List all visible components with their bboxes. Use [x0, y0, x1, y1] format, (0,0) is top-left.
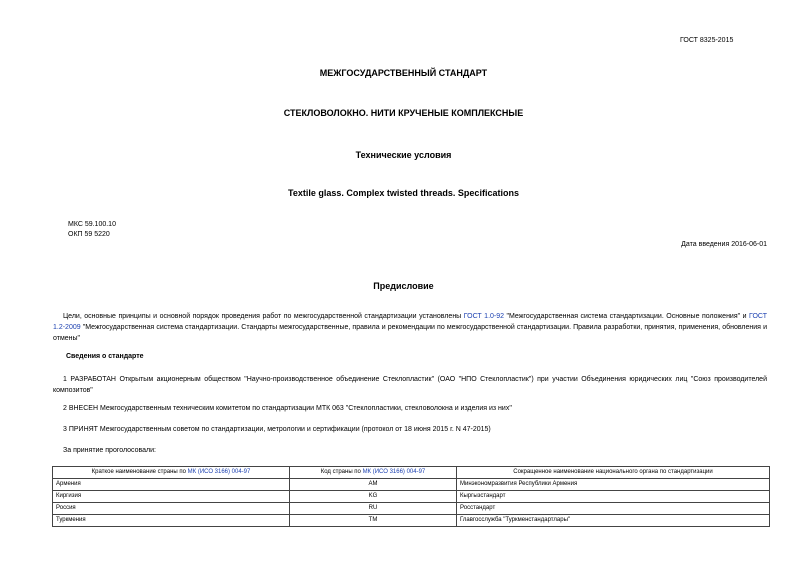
gost-1-0-link[interactable]: ГОСТ 1.0-92 [463, 313, 505, 320]
country-cell: Россия [53, 503, 290, 515]
english-title: Textile glass. Complex twisted threads. Specifications [288, 188, 519, 198]
header-code-link[interactable]: МК (ИСО 3166) 004-97 [362, 469, 426, 475]
header-country-name [53, 467, 290, 479]
body-cell: Главгосслужба "Туркменстандартлары" [457, 515, 770, 527]
table-header-row [53, 467, 770, 479]
country-cell: Армения [53, 479, 290, 491]
voting-label: За принятие проголосовали: [63, 447, 156, 454]
code-cell: AM [290, 479, 457, 491]
info-item-submitted: 2 ВНЕСЕН Межгосударственным техническим комитетом по стандартизации МТК 063 "Стеклопластики, стекловолокна и изделия из них" [63, 405, 512, 412]
header-country-link[interactable]: МК (ИСО 3166) 004-97 [187, 469, 251, 475]
okp-code: ОКП 59 5220 [68, 231, 110, 238]
info-item-adopted: 3 ПРИНЯТ Межгосударственным советом по стандартизации, метрологии и сертификации (протокол от 18 июня 2015 г. N 47-2015) [63, 426, 491, 433]
foreword-text-3: "Межгосударственная система стандартизации. Стандарты межгосударственные, правила и рекомендации по межгосударственной стандартизации. Правила разработки, принятия, применения, обновления и отмены" [53, 324, 767, 342]
info-item-developed: 1 РАЗРАБОТАН Открытым акционерным обществом "Научно-производственное объединение Стеклопластик" (ОАО "НПО Стеклопластик") при участии Объединения юридических лиц "Союз производителей композитов" [53, 376, 767, 394]
introduction-date: Дата введения 2016-06-01 [681, 241, 767, 248]
code-cell: RU [290, 503, 457, 515]
standard-info-heading: Сведения о стандарте [66, 353, 144, 360]
mks-code: МКС 59.100.10 [68, 221, 116, 228]
standard-type: МЕЖГОСУДАРСТВЕННЫЙ СТАНДАРТ [319, 68, 488, 78]
document-subtitle: Технические условия [355, 150, 452, 160]
foreword-heading: Предисловие [373, 281, 434, 291]
country-cell: Киргизия [53, 491, 290, 503]
document-code: ГОСТ 8325-2015 [680, 37, 734, 44]
body-cell: Росстандарт [457, 503, 770, 515]
table-row [53, 491, 770, 503]
body-cell: Минэкономразвития Республики Армения [457, 479, 770, 491]
gost-1-2-link[interactable]: ГОСТ 1.2-2009 [53, 313, 767, 331]
table-row [53, 515, 770, 527]
header-country-label: Краткое наименование страны по [91, 469, 188, 475]
country-cell: Туркмения [53, 515, 290, 527]
foreword-text-1: Цели, основные принципы и основной порядок проведения работ по межгосударственной стандартизации установлены [63, 313, 464, 320]
header-code-label: Код страны по [320, 469, 363, 475]
document-title: СТЕКЛОВОЛОКНО. НИТИ КРУЧЕНЫЕ КОМПЛЕКСНЫЕ [283, 108, 524, 118]
body-cell: Кыргызстандарт [457, 491, 770, 503]
code-cell: KG [290, 491, 457, 503]
table-row [53, 503, 770, 515]
header-country-code [290, 467, 457, 479]
foreword-text-2: "Межгосударственная система стандартизации. Основные положения" и [504, 313, 750, 320]
code-cell: TM [290, 515, 457, 527]
table-row [53, 479, 770, 491]
voting-countries-table [52, 466, 770, 527]
header-national-body: Сокращенное наименование национального органа по стандартизации [457, 467, 770, 479]
foreword-paragraph [53, 311, 767, 344]
